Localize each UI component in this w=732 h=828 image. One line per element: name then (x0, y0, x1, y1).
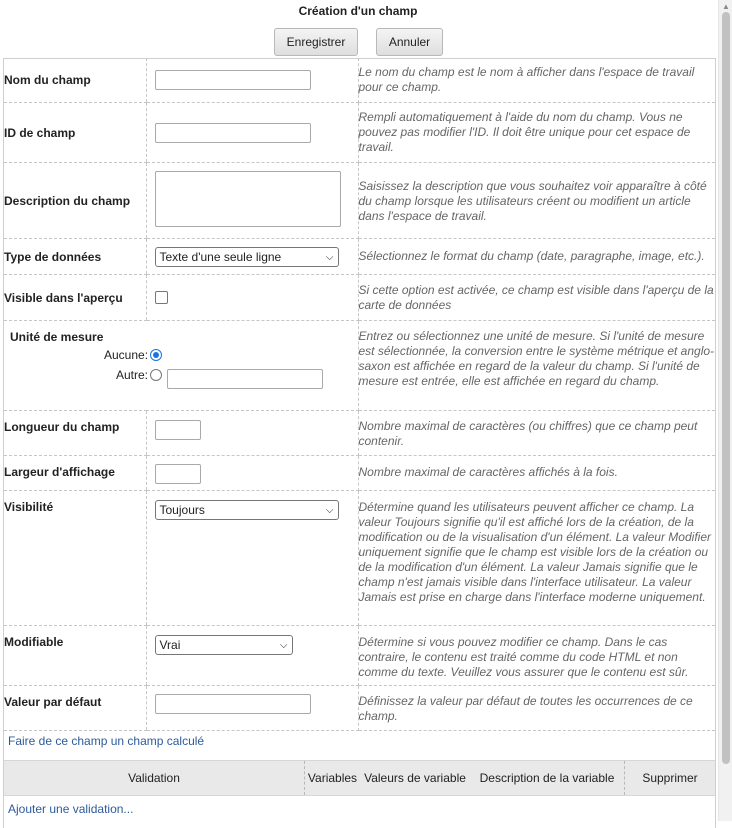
field-id-label: ID de champ (4, 125, 76, 140)
col-variables: Variables (304, 761, 360, 795)
field-length-label: Longueur du champ (4, 420, 120, 434)
editable-label: Modifiable (4, 635, 64, 649)
unit-other-radio[interactable] (150, 369, 162, 381)
save-button[interactable]: Enregistrer (274, 28, 358, 56)
calculated-field-link[interactable]: Faire de ce champ un champ calculé (8, 734, 205, 748)
visible-preview-label: Visible dans l'aperçu (4, 290, 123, 305)
default-value-input[interactable] (155, 694, 311, 714)
editable-value: Vrai (159, 638, 181, 652)
chevron-down-icon: ⌵ (325, 251, 334, 263)
page-title: Création d'un champ (298, 4, 418, 18)
row-field-name (4, 58, 715, 103)
field-id-help: Rempli automatiquement à l'aide du nom du champ. Vous ne pouvez pas modifier l'ID. Il doit être unique pour cet espace de travail. (358, 110, 691, 154)
default-value-help: Définissez la valeur par défaut de toutes les occurrences de ce champ. (358, 694, 693, 723)
visible-preview-checkbox[interactable] (155, 291, 168, 304)
display-width-label: Largeur d'affichage (4, 465, 115, 479)
field-form (4, 58, 715, 731)
unit-none-label: Aucune: (104, 348, 149, 362)
description-label: Description du champ (4, 193, 131, 208)
visibility-label: Visibilité (4, 500, 54, 514)
col-validation: Validation (128, 771, 180, 785)
chevron-down-icon: ⌵ (279, 639, 288, 651)
validation-table-header (4, 760, 715, 796)
editable-help: Détermine si vous pouvez modifier ce champ. Dans le cas contraire, le contenu est traité comme du code HTML et non comme du texte. Veuillez vous assurer que le contenu est sûr. (358, 635, 689, 679)
row-default-value (4, 686, 715, 731)
row-visible-preview (4, 275, 715, 321)
col-variable-values: Valeurs de variable (364, 771, 466, 785)
unit-other-label: Autre: (116, 368, 149, 382)
col-delete: Supprimer (624, 761, 715, 795)
unit-help: Entrez ou sélectionnez une unité de mesure. Si l'unité de mesure est sélectionnée, la conversion entre le système métrique et anglo-saxon est affichée en regard de la valeur du champ. Si l'unité de mesure est entrée, elle est affichée en regard du champ. (358, 329, 715, 388)
visibility-help: Détermine quand les utilisateurs peuvent afficher ce champ. La valeur Toujours signifie qu'il est affiché lors de la création, de la modification ou de la visualisation d'un élément. La valeur Modifier uniquement signifie que le champ est visible lors de la création ou de la modification d'un élément. La valeur Jamais signifie que le champ n'est jamais visible dans l'interface utilisateur. La valeur Jamais est prise en charge dans l'interface moderne uniquement. (358, 500, 711, 604)
data-type-label: Type de données (4, 249, 102, 264)
editable-select[interactable] (155, 635, 293, 655)
field-name-input[interactable] (155, 70, 311, 90)
unit-none-radio[interactable] (150, 349, 162, 361)
default-value-label: Valeur par défaut (4, 695, 102, 709)
field-name-label: Nom du champ (4, 73, 91, 87)
add-validation-link[interactable]: Ajouter une validation... (8, 802, 134, 816)
chevron-down-icon: ⌵ (325, 504, 334, 516)
row-editable (4, 626, 715, 686)
field-length-input[interactable] (155, 420, 201, 440)
scroll-up-icon[interactable]: ▲ (722, 2, 730, 11)
data-type-select[interactable] (155, 247, 339, 267)
display-width-input[interactable] (155, 464, 201, 484)
cancel-button[interactable]: Annuler (376, 28, 443, 56)
visible-preview-help: Si cette option est activée, ce champ est visible dans l'aperçu de la carte de données (358, 283, 714, 312)
row-description (4, 163, 715, 239)
vertical-scrollbar[interactable] (718, 0, 732, 821)
row-visibility (4, 491, 715, 626)
row-unit (4, 321, 715, 411)
data-type-value: Texte d'une seule ligne (159, 250, 282, 264)
data-type-help: Sélectionnez le format du champ (date, paragraphe, image, etc.). (358, 249, 705, 263)
field-id-input[interactable] (155, 123, 311, 143)
scrollbar-thumb[interactable] (722, 12, 730, 764)
visibility-value: Toujours (159, 503, 205, 517)
unit-other-input[interactable] (167, 369, 323, 389)
row-display-width (4, 456, 715, 491)
row-field-length (4, 411, 715, 456)
field-length-help: Nombre maximal de caractères (ou chiffres) que ce champ peut contenir. (358, 419, 698, 448)
description-help: Saisissez la description que vous souhaitez voir apparaître à côté du champ lorsque les utilisateurs créent ou modifient un article dans l'espace de travail. (358, 179, 707, 223)
unit-label: Unité de mesure (10, 330, 104, 344)
col-variable-description: Description de la variable (479, 771, 615, 785)
row-field-id (4, 103, 715, 163)
field-name-help: Le nom du champ est le nom à afficher dans l'espace de travail pour ce champ. (358, 65, 695, 94)
display-width-help: Nombre maximal de caractères affichés à la fois. (358, 465, 618, 479)
description-textarea[interactable] (155, 171, 341, 227)
visibility-select[interactable] (155, 500, 339, 520)
row-data-type (4, 239, 715, 275)
